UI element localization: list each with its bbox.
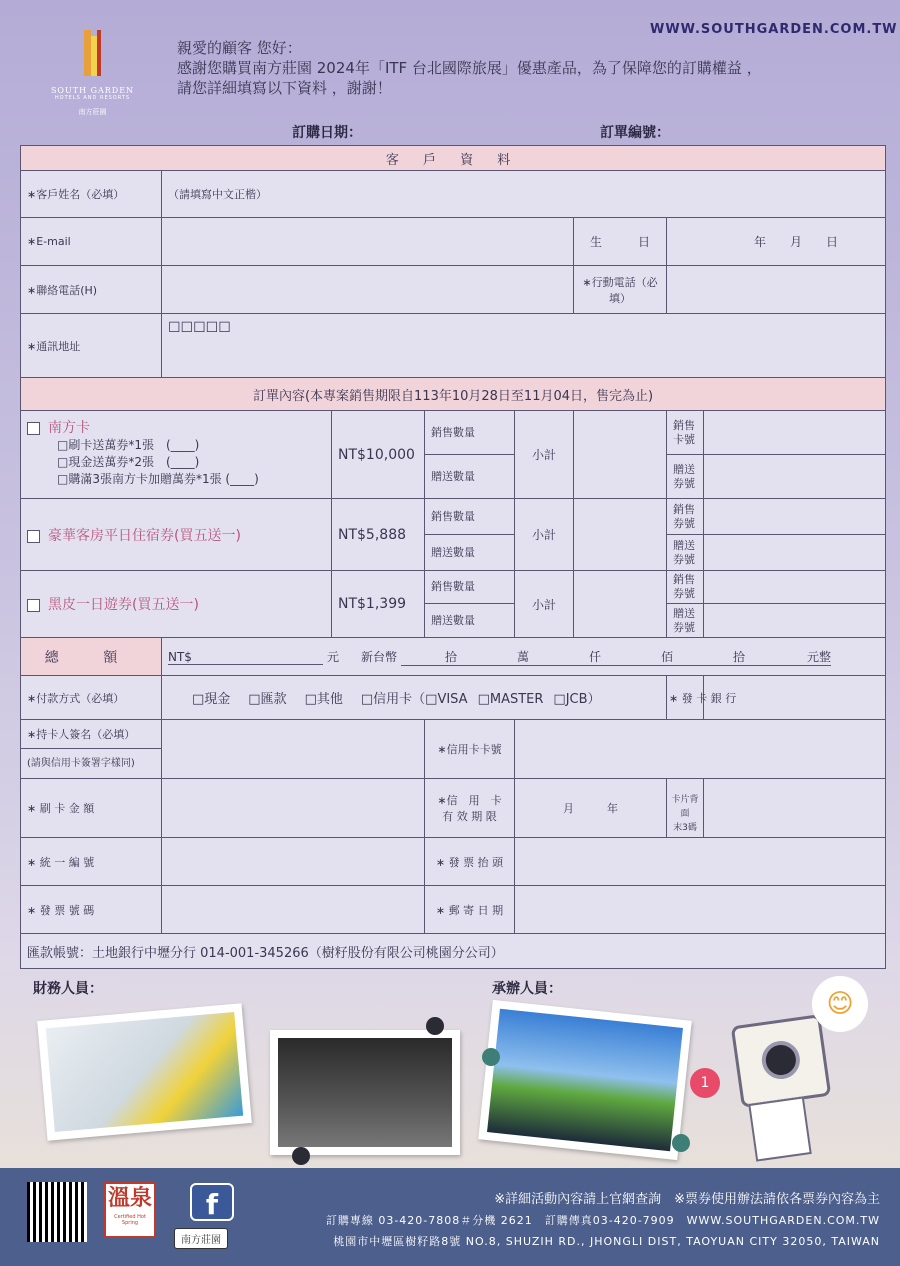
sale-card-no-field[interactable]	[704, 411, 886, 455]
greeting-line-2: 感謝您購買南方莊園 2024年「ITF 台北國際旅展」優惠產品，為了保障您的訂購權益 ，	[177, 59, 762, 77]
greeting	[177, 38, 762, 98]
gift-voucher-no-field[interactable]	[704, 455, 886, 499]
product-south-card	[21, 411, 332, 499]
cvv-label	[667, 779, 704, 838]
cvv-label-line-1: 卡片背面	[671, 795, 699, 819]
cardholder-signature-label: ∗持卡人簽名（必填）	[21, 720, 161, 749]
product-name: 豪華客房平日住宿券(買五送一)	[48, 527, 241, 544]
payment-method-label: ∗付款方式（必填）	[21, 676, 162, 720]
tax-id-field[interactable]	[162, 838, 425, 886]
gym-photo	[270, 1030, 460, 1155]
sale-qty-label: 銷售數量	[425, 499, 515, 535]
order-date-label: 訂購日期：	[292, 125, 362, 141]
logo-mark-icon	[82, 30, 104, 76]
finance-staff-label: 財務人員：	[33, 981, 103, 997]
payment-remit-option[interactable]: □匯款	[248, 692, 287, 707]
order-number-label: 訂單編號：	[600, 125, 670, 141]
card-number-label: ∗信用卡卡號	[425, 720, 515, 779]
facebook-icon[interactable]: f	[190, 1183, 234, 1221]
hot-spring-glyph: 溫泉	[107, 1186, 152, 1211]
birthday-field[interactable]	[667, 218, 886, 266]
gift-voucher-no-field[interactable]	[704, 535, 886, 571]
subtotal-field[interactable]	[574, 411, 667, 499]
sale-qty-label: 銷售數量	[425, 411, 515, 455]
footer-address: 桃園市中壢區樹籽路8號 NO.8, SHUZIH RD., JHONGLI DIST, TAOYUAN CITY 32050, TAIWAN	[333, 1235, 880, 1248]
total-unit-wan: 萬	[457, 648, 529, 666]
cardholder-label	[21, 720, 162, 779]
total-yuan-label: 元	[327, 649, 340, 664]
photo-print-icon	[748, 1096, 812, 1161]
home-phone-label: ∗聯絡電話(H)	[21, 266, 162, 314]
sale-card-no-label: 銷售卡號	[667, 411, 704, 455]
product-price: NT$10,000	[332, 411, 425, 499]
total-unit-yuan-zheng: 元整	[745, 648, 831, 666]
invoice-title-field[interactable]	[515, 838, 886, 886]
subtotal-label: 小計	[515, 571, 574, 638]
cvv-label-line-2: 末3碼	[673, 823, 697, 833]
payment-cash-option[interactable]: □現金	[192, 692, 231, 707]
pin-icon	[482, 1048, 500, 1066]
total-label: 總 額	[21, 638, 162, 676]
product-deluxe-room-checkbox[interactable]	[27, 530, 40, 543]
payment-credit-option[interactable]: □信用卡（□VISA	[360, 692, 468, 707]
total-unit-ten-thousand-digit: 拾	[401, 648, 457, 666]
total-unit-qian: 仟	[529, 648, 601, 666]
logo-name-en: SOUTH GARDEN	[50, 86, 135, 95]
invoice-number-label: ∗ 發 票 號 碼	[21, 886, 162, 934]
payment-other-option[interactable]: □其他	[304, 692, 343, 707]
south-card-option-1[interactable]: □刷卡送萬券*1張 (____)	[57, 438, 200, 452]
water-park-photo	[37, 1003, 252, 1140]
sale-voucher-no-field[interactable]	[704, 571, 886, 604]
total-unit-shi: 拾	[673, 648, 745, 666]
footer-note: ※詳細活動內容請上官網查詢 ※票券使用辦法請依各票券內容為主	[494, 1192, 880, 1207]
card-expiry-label-line-2: 有 效 期 限	[442, 810, 497, 823]
customer-name-hint: （請填寫中文正楷）	[168, 188, 267, 201]
smile-emoji-icon: 😊	[812, 976, 868, 1032]
subtotal-field[interactable]	[574, 499, 667, 571]
greeting-line-3: 請您詳細填寫以下資料 ，謝謝！	[177, 79, 392, 97]
birthday-date-format: 年 月 日	[754, 235, 839, 249]
hot-spring-text: Certified Hot Spring	[114, 1214, 146, 1226]
cvv-field[interactable]	[704, 779, 886, 838]
handler-staff-label: 承辦人員：	[492, 981, 562, 997]
mobile-phone-field[interactable]	[667, 266, 886, 314]
email-label: ∗E-mail	[21, 218, 162, 266]
order-section-header: 訂單內容(本專案銷售期限自113年10月28日至11月04日，售完為止)	[21, 378, 886, 411]
card-expiry-label	[425, 779, 515, 838]
card-expiry-label-line-1: ∗信 用 卡	[437, 794, 502, 807]
product-price: NT$5,888	[332, 499, 425, 571]
product-name: 南方卡	[48, 420, 90, 436]
charge-amount-label: ∗ 刷 卡 金 額	[21, 779, 162, 838]
sale-voucher-no-label: 銷售券號	[667, 499, 704, 535]
cardholder-signature-hint: (請與信用卡簽署字樣同)	[27, 758, 135, 769]
invoice-title-label: ∗ 發 票 抬 頭	[425, 838, 515, 886]
total-nt-prefix: NT$	[168, 650, 323, 665]
payment-method-options	[162, 676, 667, 720]
product-name: 黑皮一日遊券(買五送一)	[48, 597, 199, 613]
gift-voucher-no-label: 贈送券號	[667, 455, 704, 499]
card-expiry-format: 月 年	[563, 802, 618, 815]
product-south-card-checkbox[interactable]	[27, 422, 40, 435]
product-day-tour-checkbox[interactable]	[27, 599, 40, 612]
address-field[interactable]	[162, 314, 886, 378]
logo-sub-en: HOTELS AND RESORTS	[54, 95, 131, 101]
outdoor-pool-photo	[478, 1000, 692, 1160]
gift-qty-label: 贈送數量	[425, 535, 515, 571]
mobile-phone-label: ∗行動電話（必填）	[574, 266, 667, 314]
subtotal-field[interactable]	[574, 571, 667, 638]
pin-icon	[292, 1147, 310, 1165]
gift-voucher-no-label: 贈送券號	[667, 535, 704, 571]
camera-mascot-icon	[731, 1014, 832, 1108]
heart-icon: 1	[690, 1068, 720, 1098]
footer-contact: 訂購專線 03-420-7808＃分機 2621 訂購傳真03-420-7909 WWW.SOUTHGARDEN.COM.TW	[325, 1214, 880, 1227]
cardholder-signature-field[interactable]	[162, 720, 425, 779]
total-amount-field[interactable]	[162, 638, 886, 676]
order-form	[20, 145, 886, 969]
birthday-label: 生 日	[574, 218, 667, 266]
gift-voucher-no-label: 贈送券號	[667, 604, 704, 638]
email-field[interactable]	[162, 218, 574, 266]
product-deluxe-room	[21, 499, 332, 571]
south-card-option-3[interactable]: □購滿3張南方卡加贈萬券*1張 (____)	[57, 472, 259, 486]
remittance-account: 匯款帳號：土地銀行中壢分行 014-001-345266（樹籽股份有限公司桃園分公司）	[21, 934, 886, 969]
gift-qty-label: 贈送數量	[425, 604, 515, 638]
payment-jcb-option[interactable]: □JCB）	[553, 692, 601, 707]
greeting-line-1: 親愛的顧客 您好：	[177, 39, 302, 57]
south-garden-logo	[50, 30, 135, 117]
gift-qty-label: 贈送數量	[425, 455, 515, 499]
gift-voucher-no-field[interactable]	[704, 604, 886, 638]
total-twd-label: 新台幣	[361, 649, 398, 664]
product-price: NT$1,399	[332, 571, 425, 638]
customer-name-field[interactable]	[162, 171, 886, 218]
qr-code-icon[interactable]	[27, 1182, 87, 1242]
tax-id-label: ∗ 統 一 編 號	[21, 838, 162, 886]
card-expiry-field[interactable]	[515, 779, 667, 838]
sale-voucher-no-label: 銷售券號	[667, 571, 704, 604]
certified-hot-spring-logo	[104, 1182, 156, 1238]
postal-code-boxes: ☐☐☐☐☐	[168, 320, 231, 336]
pin-icon	[672, 1134, 690, 1152]
home-phone-field[interactable]	[162, 266, 574, 314]
sale-voucher-no-field[interactable]	[704, 499, 886, 535]
card-number-field[interactable]	[515, 720, 886, 779]
pin-icon	[426, 1017, 444, 1035]
sale-qty-label: 銷售數量	[425, 571, 515, 604]
customer-section-header: 客 戶 資 料	[21, 146, 886, 171]
invoice-number-field[interactable]	[162, 886, 425, 934]
site-url[interactable]: WWW.SOUTHGARDEN.COM.TW	[650, 22, 898, 37]
subtotal-label: 小計	[515, 411, 574, 499]
total-unit-bai: 佰	[601, 648, 673, 666]
issuing-bank-label: ∗ 發 卡 銀 行	[667, 676, 704, 720]
subtotal-label: 小計	[515, 499, 574, 571]
mailing-date-label: ∗ 郵 寄 日 期	[425, 886, 515, 934]
payment-master-option[interactable]: □MASTER	[477, 692, 544, 707]
charge-amount-field[interactable]	[162, 779, 425, 838]
product-day-tour	[21, 571, 332, 638]
camera-lens-icon	[759, 1039, 802, 1082]
customer-name-label: ∗客戶姓名（必填）	[21, 171, 162, 218]
address-label: ∗通訊地址	[21, 314, 162, 378]
south-card-option-2[interactable]: □現金送萬券*2張 (____)	[57, 455, 200, 469]
logo-name-zh: 南方莊園	[78, 108, 107, 116]
mailing-date-field[interactable]	[515, 886, 886, 934]
facebook-page-link[interactable]: 南方莊園	[174, 1228, 228, 1249]
